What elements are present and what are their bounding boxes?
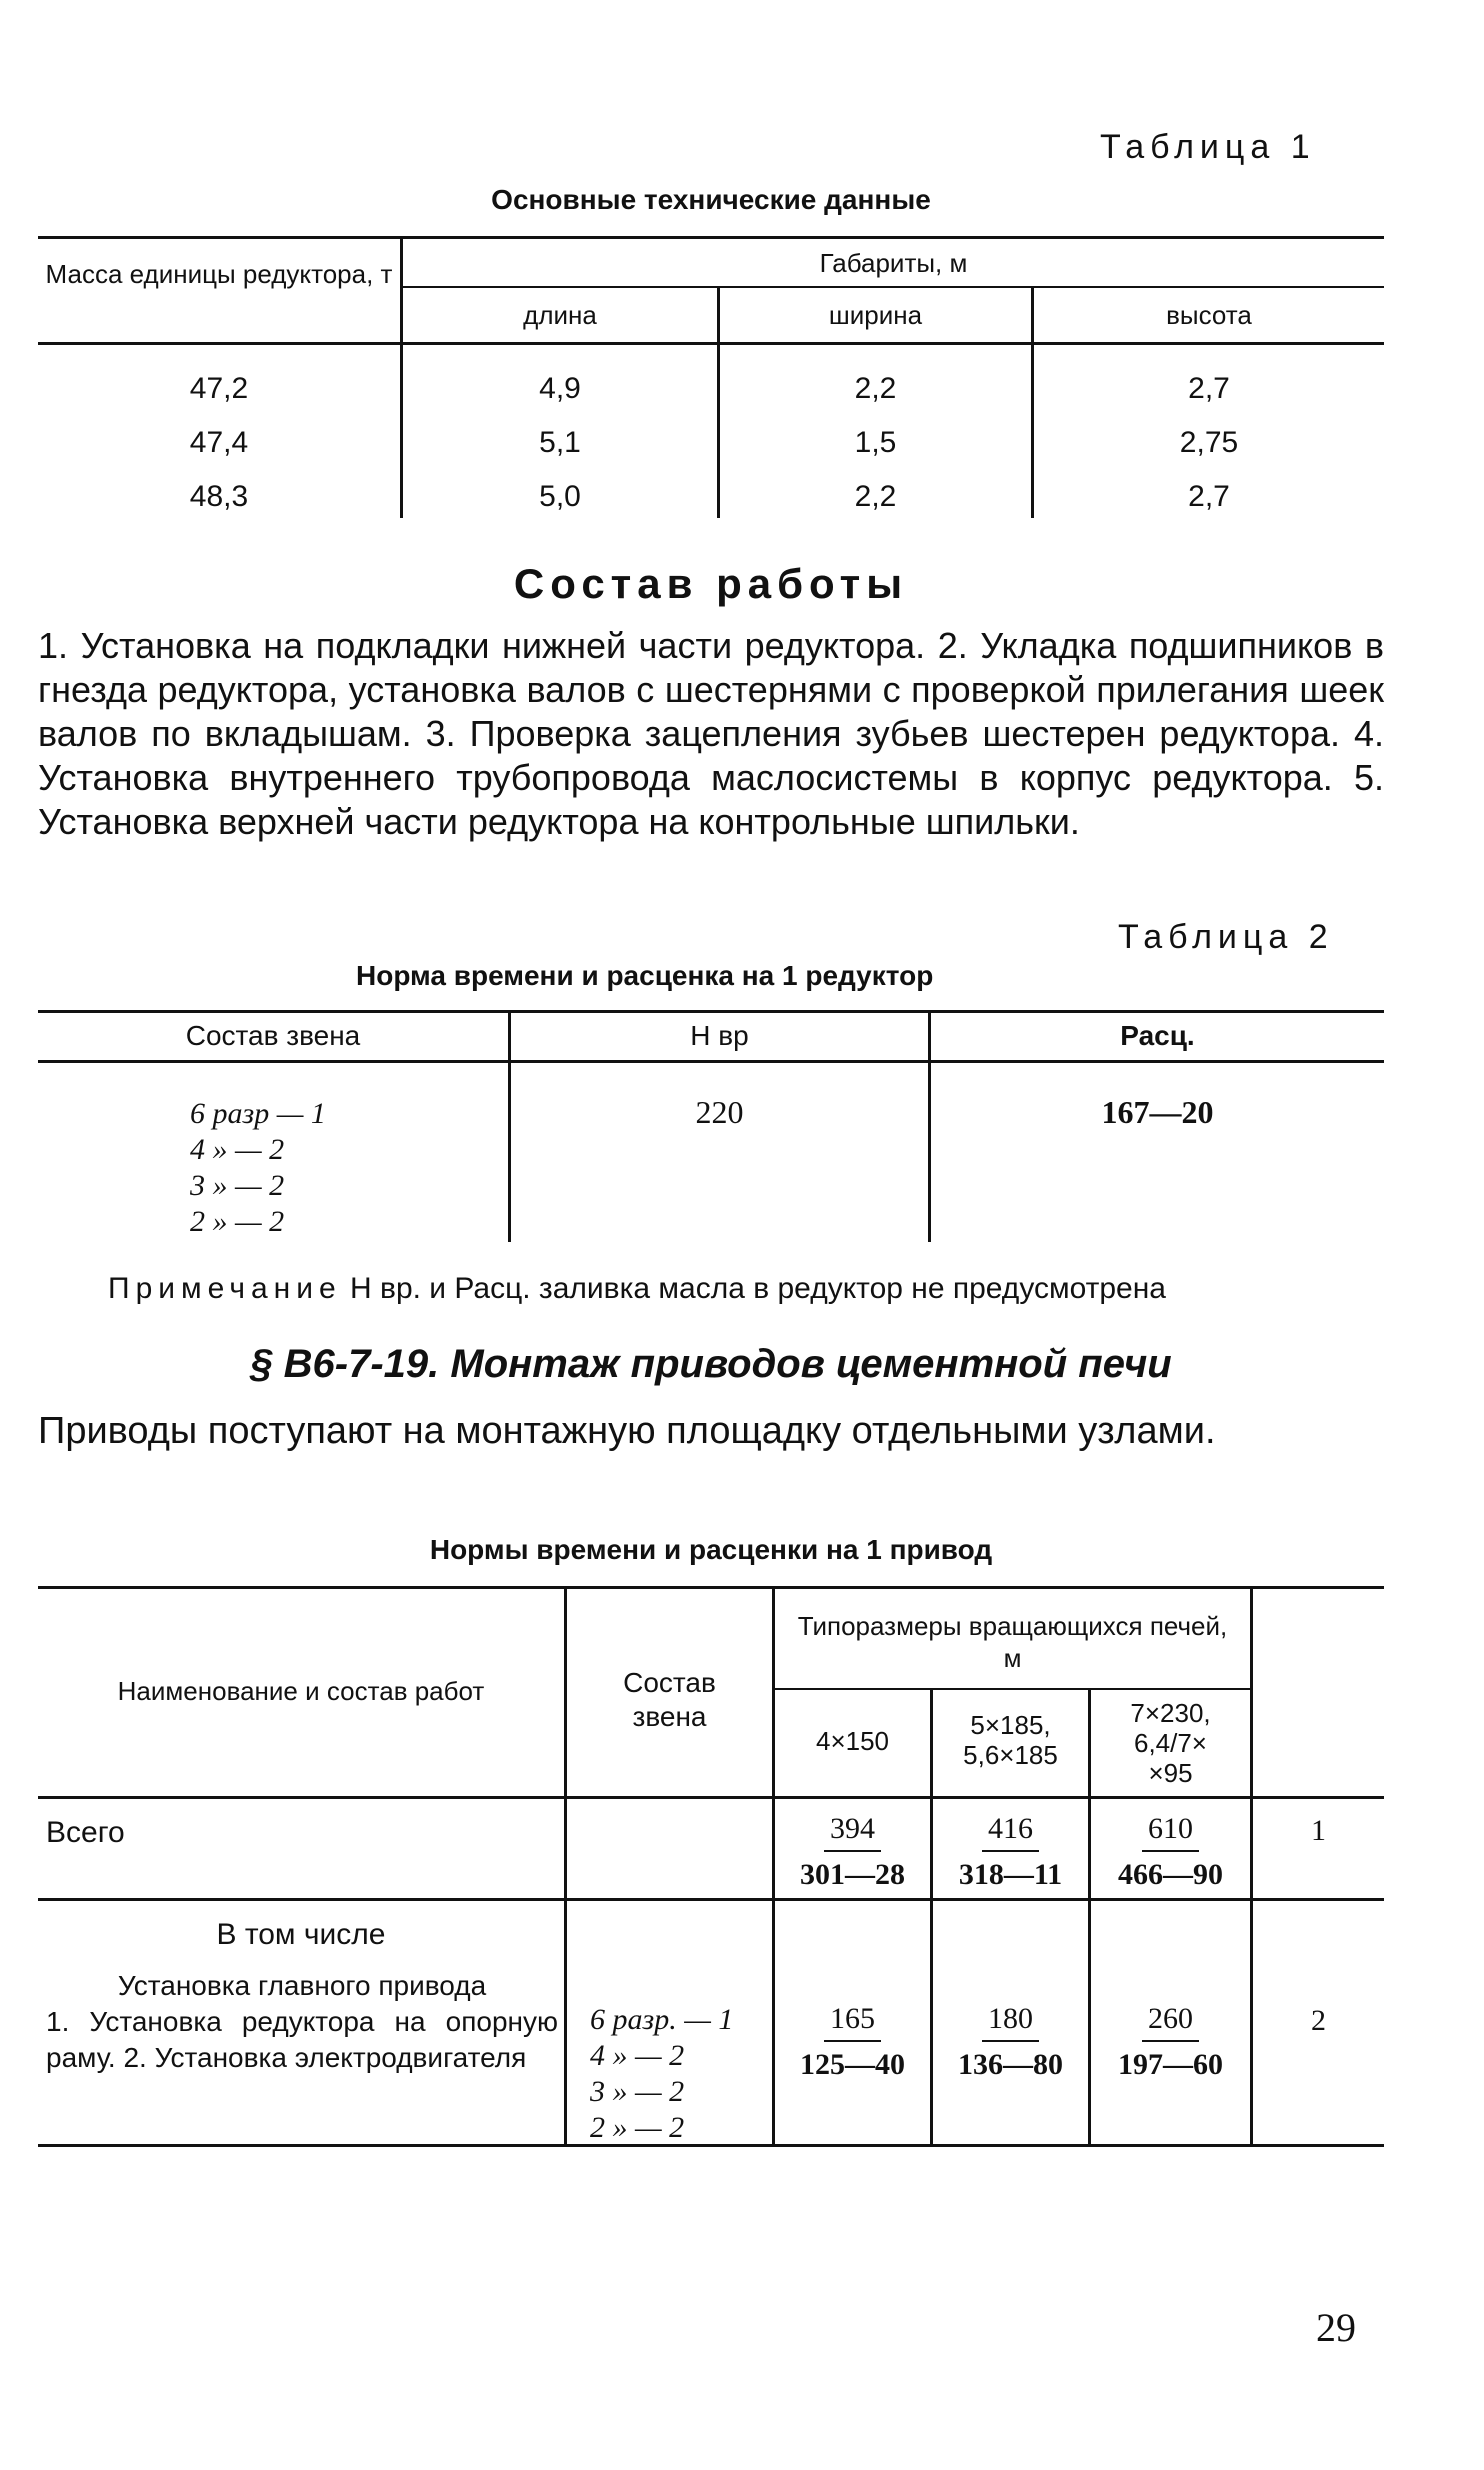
section-heading: § В6-7-19. Монтаж приводов цементной печи — [250, 1342, 1172, 1386]
table3-header-size1: 4×150 — [815, 1726, 890, 1756]
table1-header-height: высота — [1166, 300, 1252, 330]
crew-item: 2 » — 2 — [590, 2111, 685, 2144]
section-intro: Приводы поступают на монтажную площадку отдельными узлами. — [38, 1410, 1216, 1452]
table1-header-width: ширина — [828, 300, 923, 330]
table3-row-rule — [38, 1898, 1384, 1901]
table1-cell: 48,3 — [189, 480, 249, 513]
table3-drive-value — [933, 2002, 1088, 2082]
table3-total-value — [933, 1812, 1088, 1892]
table1-top-rule — [38, 236, 1384, 239]
table3-header-sizes: Типоразмеры вращающихся печей, м — [797, 1611, 1228, 1673]
norm-value: 416 — [982, 1812, 1039, 1852]
table1-cell: 47,4 — [189, 426, 249, 459]
table1-caption: Таблица 1 — [1100, 128, 1316, 166]
crew-item: 6 разр. — 1 — [590, 2003, 734, 2036]
crew-item: 4 » — 2 — [190, 1133, 285, 1166]
table2-head-rule — [38, 1060, 1384, 1063]
norm-value: 260 — [1142, 2002, 1199, 2042]
note-label: Примечание — [108, 1272, 342, 1305]
table2-norm: 220 — [695, 1094, 744, 1130]
crew-item: 6 разр — 1 — [190, 1097, 326, 1130]
norm-value: 610 — [1142, 1812, 1199, 1852]
work-text: 1. Установка на подкладки нижней части редуктора. 2. Укладка подшипников в гнезда редуктора, установка валов с шестернями с проверкой прилегания шеек валов по вкладышам. 3. Проверка зацепления зубьев шестерен редуктора. 4. Установка внутреннего трубопровода маслосистемы в корпус редуктора. 5. Установка верхней части редуктора на контрольные шпильки. — [38, 625, 1384, 842]
rate-value: 125—40 — [800, 2048, 905, 2081]
table2-crew-list — [190, 1096, 326, 1240]
note-text: Н вр. и Расц. заливка масла в редуктор не предусмотрена — [350, 1272, 1166, 1305]
norm-value: 165 — [824, 2002, 881, 2042]
table1-cell: 2,2 — [854, 372, 897, 405]
table3-main-drive — [46, 1968, 558, 2076]
table2-header-norm: Н вр — [690, 1020, 749, 1051]
table2-top-rule — [38, 1010, 1384, 1013]
table1-subrule — [400, 286, 1384, 288]
rate-value: 136—80 — [958, 2048, 1063, 2081]
table3-drive-value — [1091, 2002, 1250, 2082]
table2-title: Норма времени и расценка на 1 редуктор — [356, 960, 934, 991]
rate-value: 197—60 — [1118, 2048, 1223, 2081]
table1-cell: 5,0 — [539, 480, 581, 513]
table1-cell: 2,2 — [854, 480, 897, 513]
table1-header-mass: Масса единицы редуктора, т — [45, 259, 393, 289]
table1-cell: 5,1 — [539, 426, 581, 459]
table1-cell: 4,9 — [539, 372, 581, 405]
table3-header-size3: 7×230, 6,4/7× ×95 — [1130, 1698, 1211, 1788]
table1-header-length: длина — [523, 300, 597, 330]
table1-head-rule — [38, 342, 1384, 345]
table3-total-value — [1091, 1812, 1250, 1892]
table3-total-index: 1 — [1311, 1814, 1326, 1847]
note — [108, 1272, 1166, 1306]
table1-cell: 2,7 — [1188, 480, 1230, 513]
main-drive-label: Установка главного привода — [117, 1970, 487, 2001]
table3-drive-index: 2 — [1311, 2004, 1326, 2037]
table3-drive-value — [775, 2002, 930, 2082]
rate-value: 301—28 — [800, 1858, 905, 1891]
table3-total-label: Всего — [46, 1816, 125, 1849]
table1-header-dims: Габариты, м — [819, 248, 968, 278]
table3-subrule — [772, 1688, 1250, 1690]
main-drive-text: 1. Установка редуктора на опорную раму. 2. Установка электродвигателя — [46, 2006, 558, 2073]
work-heading: Состав работы — [513, 560, 909, 607]
rate-value: 318—11 — [958, 1858, 1063, 1891]
table1-cell: 47,2 — [189, 372, 249, 405]
page-number: 29 — [1316, 2305, 1356, 2350]
table2-header-rate: Расц. — [1120, 1020, 1195, 1051]
table2-caption: Таблица 2 — [1118, 918, 1334, 956]
table3-head-rule — [38, 1796, 1384, 1799]
crew-item: 3 » — 2 — [590, 2075, 685, 2108]
crew-item: 3 » — 2 — [190, 1169, 285, 1202]
table1-title: Основные технические данные — [491, 184, 931, 215]
table3-header-name: Наименование и состав работ — [117, 1676, 485, 1706]
table1-cell: 2,75 — [1179, 426, 1239, 459]
table3-header-size2: 5×185, 5,6×185 — [963, 1710, 1058, 1770]
table2-header-crew: Состав звена — [185, 1020, 361, 1051]
table3-total-value — [775, 1812, 930, 1892]
rate-value: 466—90 — [1118, 1858, 1223, 1891]
table3-vline — [1250, 1586, 1253, 2146]
crew-item: 4 » — 2 — [590, 2039, 685, 2072]
table3-crew-list — [590, 2002, 733, 2146]
table3-header-crew: Состав звена — [623, 1667, 716, 1732]
table2-rate: 167—20 — [1101, 1094, 1214, 1130]
table3-top-rule — [38, 1586, 1384, 1589]
table3-including: В том числе — [216, 1918, 386, 1951]
table3-title: Нормы времени и расценки на 1 привод — [429, 1534, 993, 1565]
table1-cell: 1,5 — [854, 426, 897, 459]
norm-value: 180 — [982, 2002, 1039, 2042]
table1-cell: 2,7 — [1188, 372, 1230, 405]
norm-value: 394 — [824, 1812, 881, 1852]
crew-item: 2 » — 2 — [190, 1205, 285, 1238]
